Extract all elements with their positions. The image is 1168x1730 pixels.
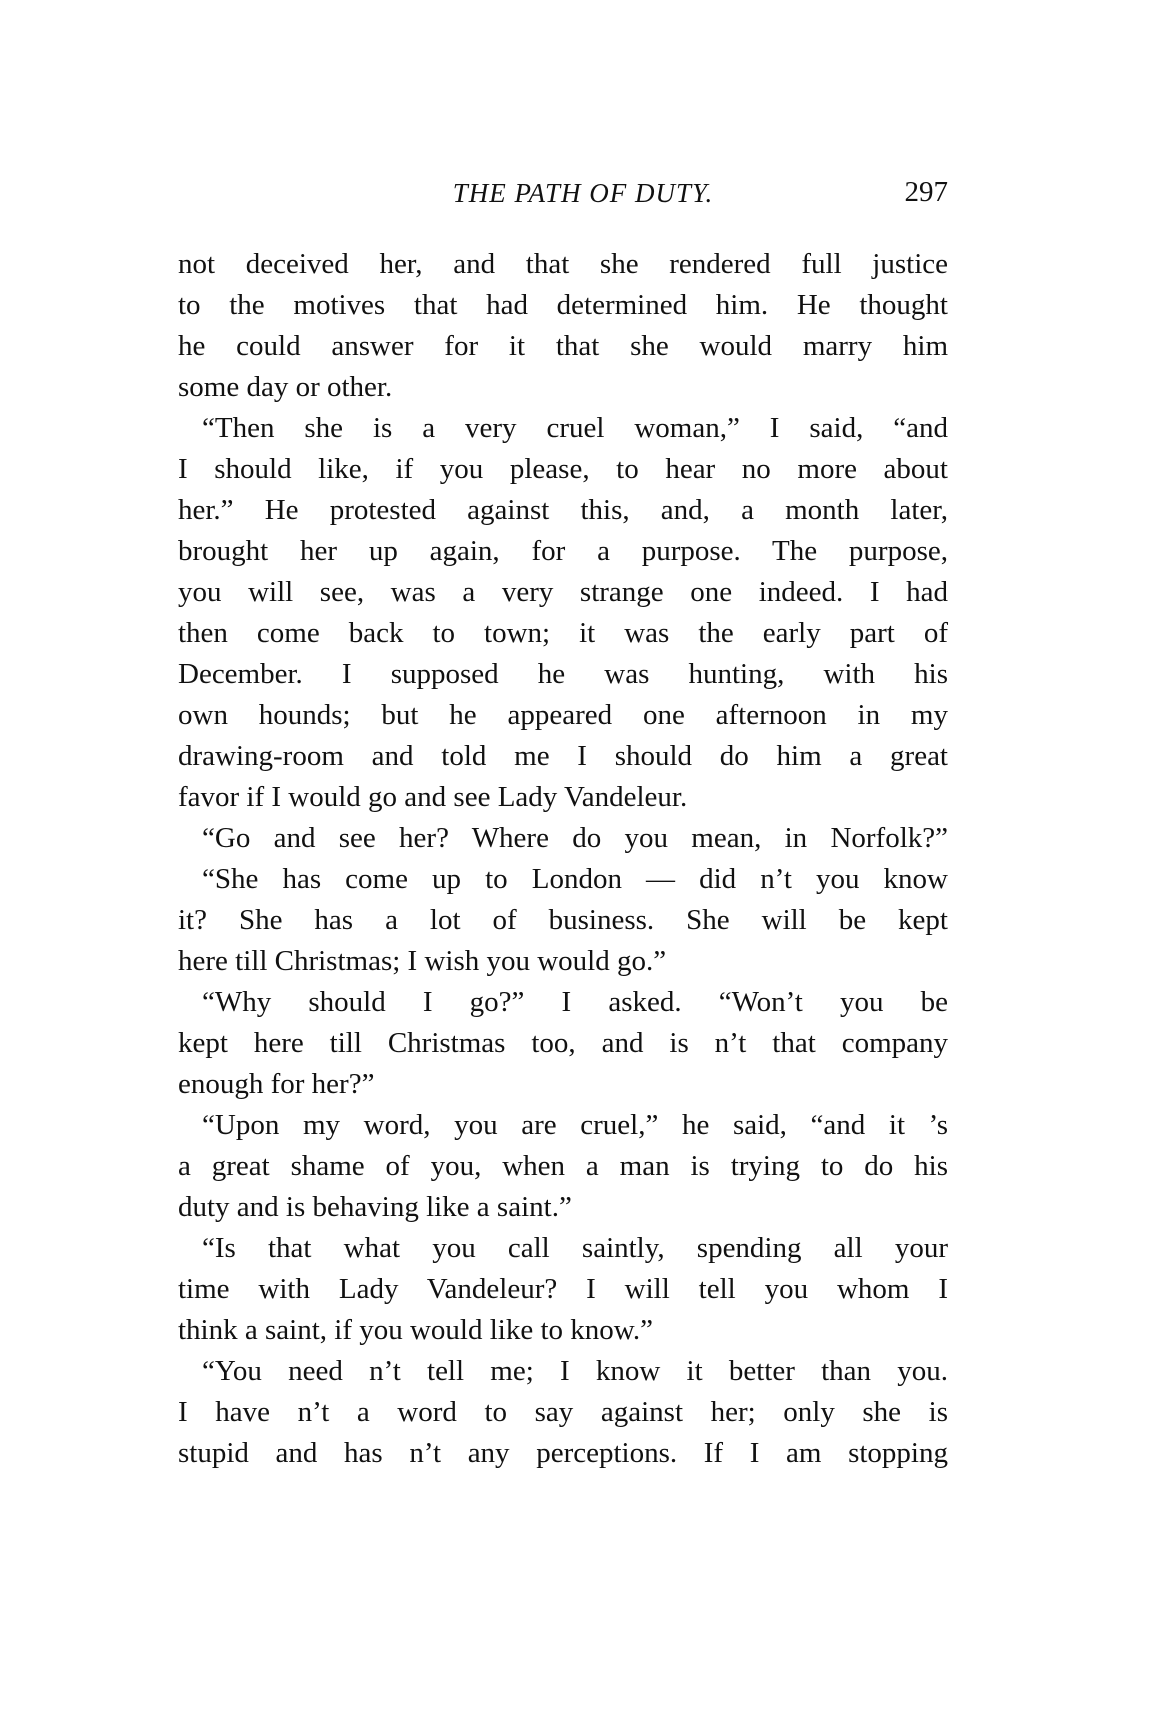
text-line: I should like, if you please, to hear no more about (178, 453, 948, 485)
text-line: think a saint, if you would like to know.” (178, 1314, 653, 1346)
text-line: “Why should I go?” I asked. “Won’t you be (202, 986, 948, 1018)
text-line: own hounds; but he appeared one afternoon in my (178, 699, 948, 731)
text-line: not deceived her, and that she rendered full justice (178, 248, 948, 280)
text-line: he could answer for it that she would marry him (178, 330, 948, 362)
text-line: a great shame of you, when a man is trying to do his (178, 1150, 948, 1182)
text-line: enough for her?” (178, 1068, 375, 1100)
text-line: December. I supposed he was hunting, with his (178, 658, 948, 690)
text-line: you will see, was a very strange one indeed. I had (178, 576, 948, 608)
text-line: some day or other. (178, 371, 393, 403)
text-line: “She has come up to London — did n’t you know (202, 863, 948, 895)
text-line: “Then she is a very cruel woman,” I said, “and (202, 412, 948, 444)
text-line: here till Christmas; I wish you would go.” (178, 945, 667, 977)
text-line: “Is that what you call saintly, spending all your (202, 1232, 948, 1264)
text-line: favor if I would go and see Lady Vandeleur. (178, 781, 688, 813)
text-line: “Upon my word, you are cruel,” he said, “and it ’s (202, 1109, 948, 1141)
text-line: then come back to town; it was the early part of (178, 617, 948, 649)
text-line: it? She has a lot of business. She will be kept (178, 904, 948, 936)
text-line: stupid and has n’t any perceptions. If I am stopping (178, 1437, 948, 1469)
text-line: kept here till Christmas too, and is n’t that company (178, 1027, 948, 1059)
text-line: “You need n’t tell me; I know it better than you. (202, 1355, 948, 1387)
text-line: brought her up again, for a purpose. The purpose, (178, 535, 948, 567)
text-line: I have n’t a word to say against her; only she is (178, 1396, 948, 1428)
text-line: time with Lady Vandeleur? I will tell you whom I (178, 1273, 948, 1305)
text-line: duty and is behaving like a saint.” (178, 1191, 572, 1223)
body-text (178, 244, 948, 1474)
page-number: 297 (904, 176, 948, 208)
text-line: her.” He protested against this, and, a month later, (178, 494, 948, 526)
text-line: to the motives that had determined him. He thought (178, 289, 948, 321)
text-line: drawing-room and told me I should do him a great (178, 740, 948, 772)
text-line: “Go and see her? Where do you mean, in Norfolk?” (202, 822, 948, 854)
running-head (178, 176, 948, 216)
running-title: THE PATH OF DUTY. (452, 178, 714, 208)
